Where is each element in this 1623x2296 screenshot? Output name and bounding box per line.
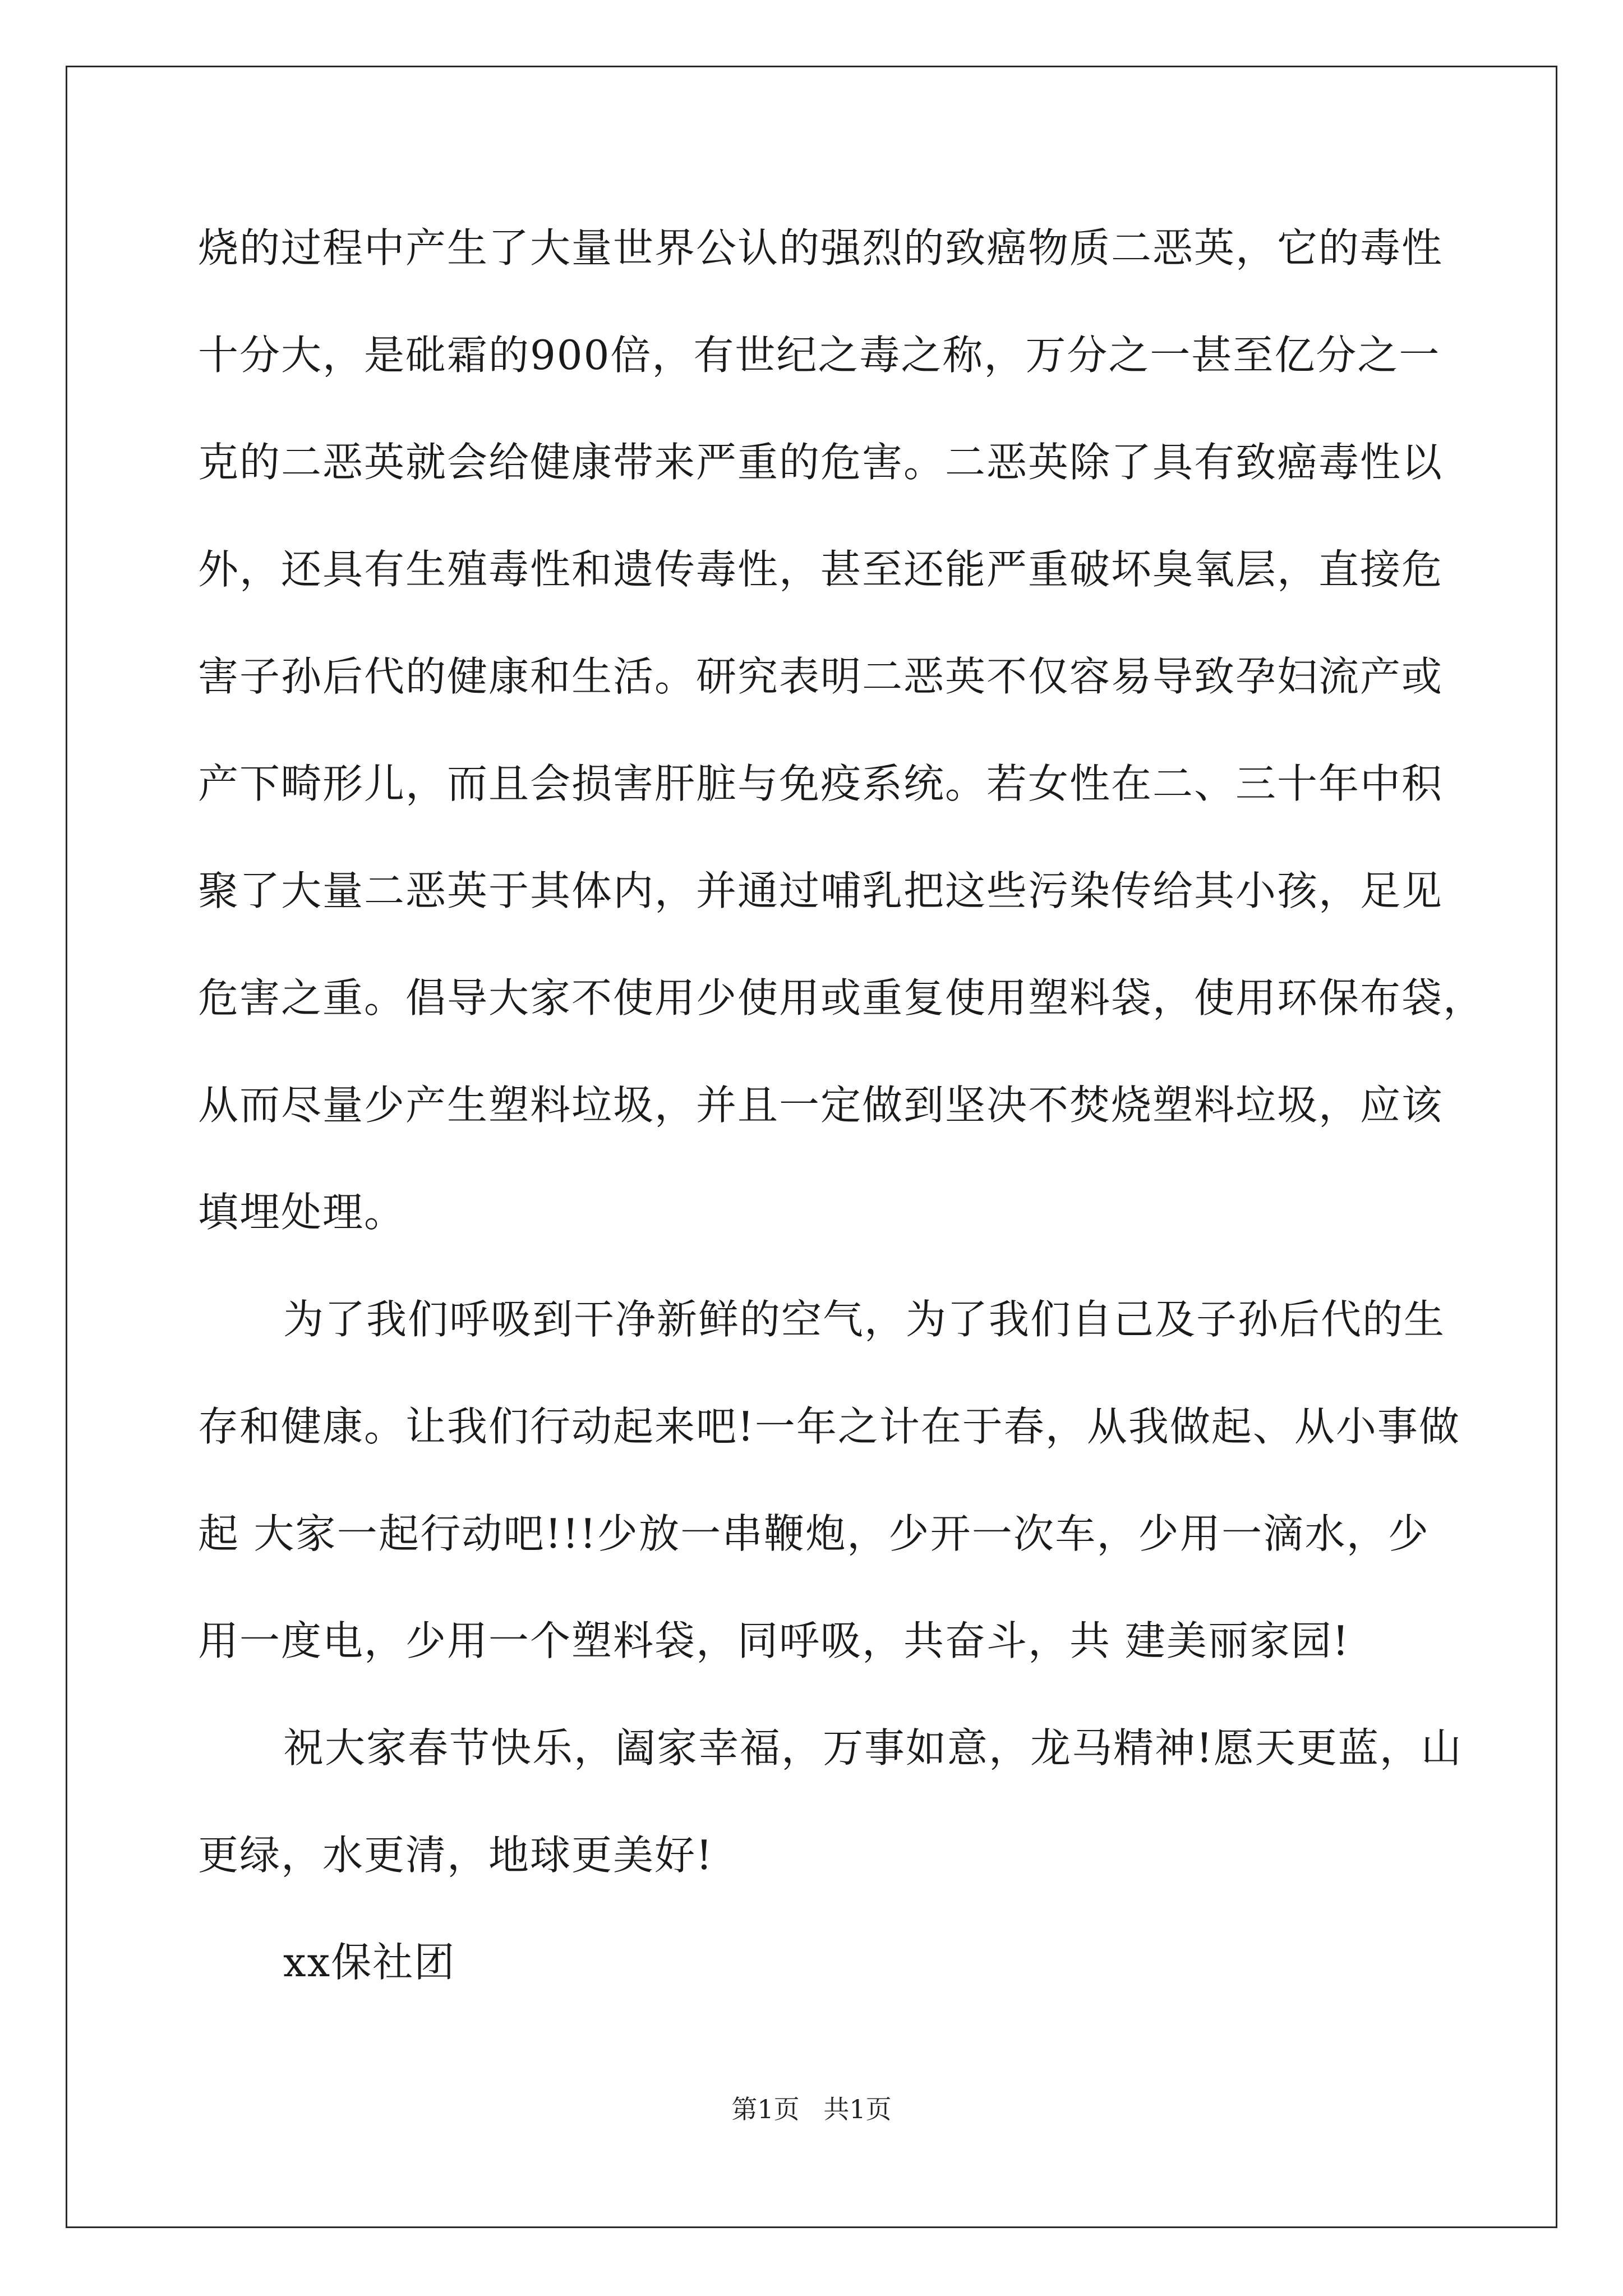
page-footer [0,2092,1623,2126]
paragraph-line: 害子孙后代的健康和生活。研究表明二恶英不仅容易导致孕妇流产或 [198,653,1444,700]
paragraph-line: 填埋处理。 [198,1189,406,1236]
signature-line: xx保社团 [283,1939,456,1986]
paragraph-line: 为了我们呼吸到干净新鲜的空气，为了我们自己及子孙后代的生 [283,1296,1446,1343]
page-total: 共1页 [823,2094,892,2124]
paragraph-line: 十分大，是砒霜的900倍，有世纪之毒之称，万分之一甚至亿分之一 [198,332,1441,379]
paragraph-line: 用一度电，少用一个塑料袋，同呼吸，共奋斗，共 建美丽家园! [198,1617,1350,1664]
paragraph-line: 克的二恶英就会给健康带来严重的危害。二恶英除了具有致癌毒性以 [198,439,1444,486]
paragraph-line: 起 大家一起行动吧!!!少放一串鞭炮，少开一次车，少用一滴水，少 [198,1510,1430,1557]
paragraph-line: 烧的过程中产生了大量世界公认的强烈的致癌物质二恶英，它的毒性 [198,224,1444,272]
paragraph-line: 存和健康。让我们行动起来吧!一年之计在于春，从我做起、从小事做 [198,1403,1460,1450]
paragraph-line: 祝大家春节快乐，阖家幸福，万事如意，龙马精神!愿天更蓝，山 [283,1724,1463,1772]
paragraph-line: 产下畸形儿，而且会损害肝脏与免疫系统。若女性在二、三十年中积 [198,760,1444,807]
paragraph-line: 更绿，水更清，地球更美好! [198,1832,713,1879]
paragraph-line: 危害之重。倡导大家不使用少使用或重复使用塑料袋，使用环保布袋， [198,974,1485,1022]
page-number: 第1页 [731,2094,800,2124]
paragraph-line: 聚了大量二恶英于其体内，并通过哺乳把这些污染传给其小孩，足见 [198,867,1444,914]
paragraph-line: 外，还具有生殖毒性和遗传毒性，甚至还能严重破坏臭氧层，直接危 [198,546,1444,593]
document-body [198,214,1485,2036]
paragraph-line: 从而尽量少产生塑料垃圾，并且一定做到坚决不焚烧塑料垃圾，应该 [198,1082,1444,1129]
